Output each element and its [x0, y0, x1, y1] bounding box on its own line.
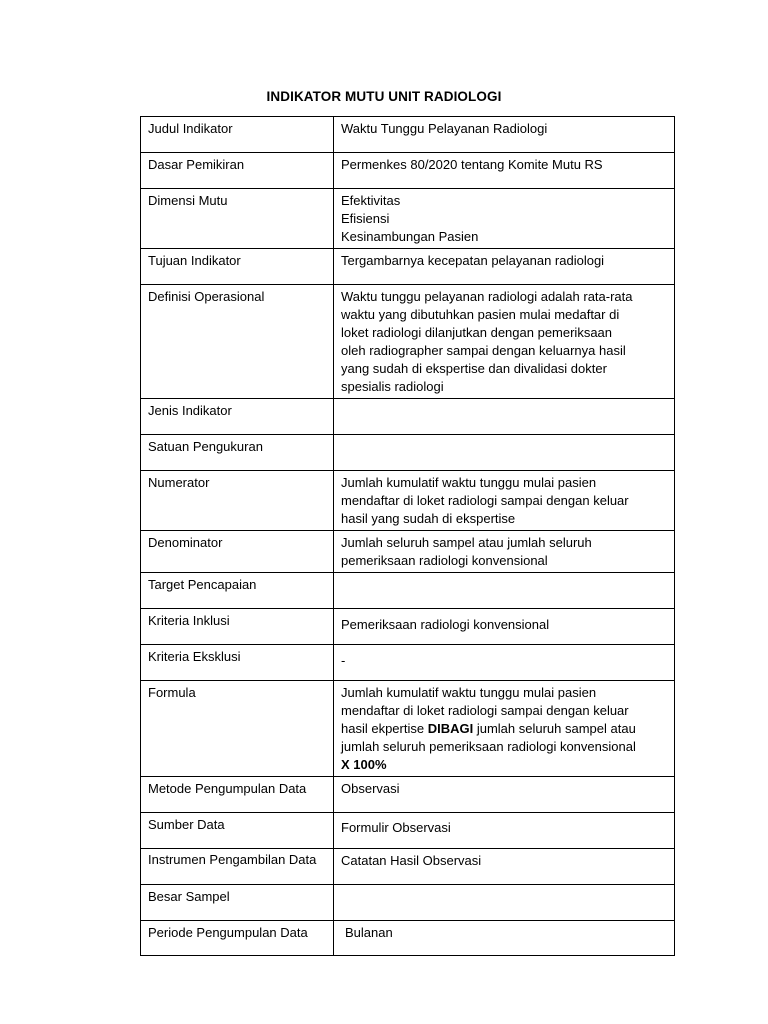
row-label: Dasar Pemikiran — [141, 153, 334, 189]
row-value — [334, 531, 675, 573]
row-value: Observasi — [334, 777, 675, 813]
row-value: Bulanan — [334, 921, 675, 956]
row-label: Satuan Pengukuran — [141, 435, 334, 471]
row-value — [334, 471, 675, 531]
table-row — [141, 609, 675, 645]
row-value: - — [334, 645, 675, 681]
row-value — [334, 189, 675, 249]
row-label: Besar Sampel — [141, 885, 334, 921]
table-row — [141, 285, 675, 399]
row-value: Permenkes 80/2020 tentang Komite Mutu RS — [334, 153, 675, 189]
row-value-empty — [334, 435, 675, 471]
table-row — [141, 189, 675, 249]
indicator-table — [140, 116, 675, 956]
row-label: Denominator — [141, 531, 334, 573]
value-line: mendaftar di loket radiologi sampai dengan keluar — [341, 703, 629, 718]
value-line — [341, 720, 667, 738]
table-row — [141, 813, 675, 849]
value-line: Jumlah kumulatif waktu tunggu mulai pasien — [341, 475, 597, 490]
table-row — [141, 681, 675, 777]
formula-multiplier: X 100% — [341, 757, 387, 772]
table-row — [141, 921, 675, 956]
row-value-empty — [334, 399, 675, 435]
row-label: Formula — [141, 681, 334, 777]
row-label: Periode Pengumpulan Data — [141, 921, 334, 956]
table-row — [141, 249, 675, 285]
value-line: loket radiologi dilanjutkan dengan pemeriksaan — [341, 325, 613, 340]
table-row — [141, 435, 675, 471]
row-label: Judul Indikator — [141, 117, 334, 153]
row-value-empty — [334, 885, 675, 921]
value-line: Efektivitas — [341, 193, 401, 208]
value-line: spesialis radiologi — [341, 379, 444, 394]
table-row — [141, 573, 675, 609]
value-line: pemeriksaan radiologi konvensional — [341, 553, 548, 568]
table-row — [141, 645, 675, 681]
value-line: Jumlah kumulatif waktu tunggu mulai pasien — [341, 685, 597, 700]
row-value — [334, 285, 675, 399]
value-line: jumlah seluruh pemeriksaan radiologi konvensional — [341, 739, 636, 754]
row-label: Sumber Data — [141, 813, 334, 849]
value-line: Jumlah seluruh sampel atau jumlah seluruh — [341, 535, 592, 550]
value-line: hasil yang sudah di ekspertise — [341, 511, 516, 526]
row-label: Instrumen Pengambilan Data — [141, 849, 334, 885]
row-value: Tergambarnya kecepatan pelayanan radiologi — [334, 249, 675, 285]
table-row — [141, 777, 675, 813]
table-row — [141, 117, 675, 153]
formula-text: jumlah seluruh sampel atau — [473, 721, 636, 736]
row-value: Formulir Observasi — [334, 813, 675, 849]
formula-text: hasil ekpertise — [341, 721, 428, 736]
value-line — [341, 756, 667, 774]
value-line: Waktu tunggu pelayanan radiologi adalah rata-rata — [341, 289, 633, 304]
value-line: mendaftar di loket radiologi sampai dengan keluar — [341, 493, 629, 508]
row-label: Kriteria Inklusi — [141, 609, 334, 645]
row-value-empty — [334, 573, 675, 609]
table-row — [141, 531, 675, 573]
row-label: Kriteria Eksklusi — [141, 645, 334, 681]
row-label: Dimensi Mutu — [141, 189, 334, 249]
row-value: Pemeriksaan radiologi konvensional — [334, 609, 675, 645]
row-value: Catatan Hasil Observasi — [334, 849, 675, 885]
formula-operator: DIBAGI — [427, 721, 474, 736]
row-label: Numerator — [141, 471, 334, 531]
row-label: Tujuan Indikator — [141, 249, 334, 285]
table-row — [141, 399, 675, 435]
table-row — [141, 885, 675, 921]
row-label: Jenis Indikator — [141, 399, 334, 435]
page-title: INDIKATOR MUTU UNIT RADIOLOGI — [266, 89, 502, 104]
value-line: yang sudah di ekspertise dan divalidasi dokter — [341, 361, 607, 376]
value-line: oleh radiographer sampai dengan keluarnya hasil — [341, 343, 626, 358]
row-value: Waktu Tunggu Pelayanan Radiologi — [334, 117, 675, 153]
row-label: Target Pencapaian — [141, 573, 334, 609]
value-line: waktu yang dibutuhkan pasien mulai medaftar di — [341, 307, 620, 322]
table-row — [141, 849, 675, 885]
table-row — [141, 153, 675, 189]
row-label: Definisi Operasional — [141, 285, 334, 399]
value-line: Kesinambungan Pasien — [341, 229, 479, 244]
row-label: Metode Pengumpulan Data — [141, 777, 334, 813]
table-row — [141, 471, 675, 531]
value-line: Efisiensi — [341, 211, 390, 226]
formula-value — [334, 681, 675, 777]
